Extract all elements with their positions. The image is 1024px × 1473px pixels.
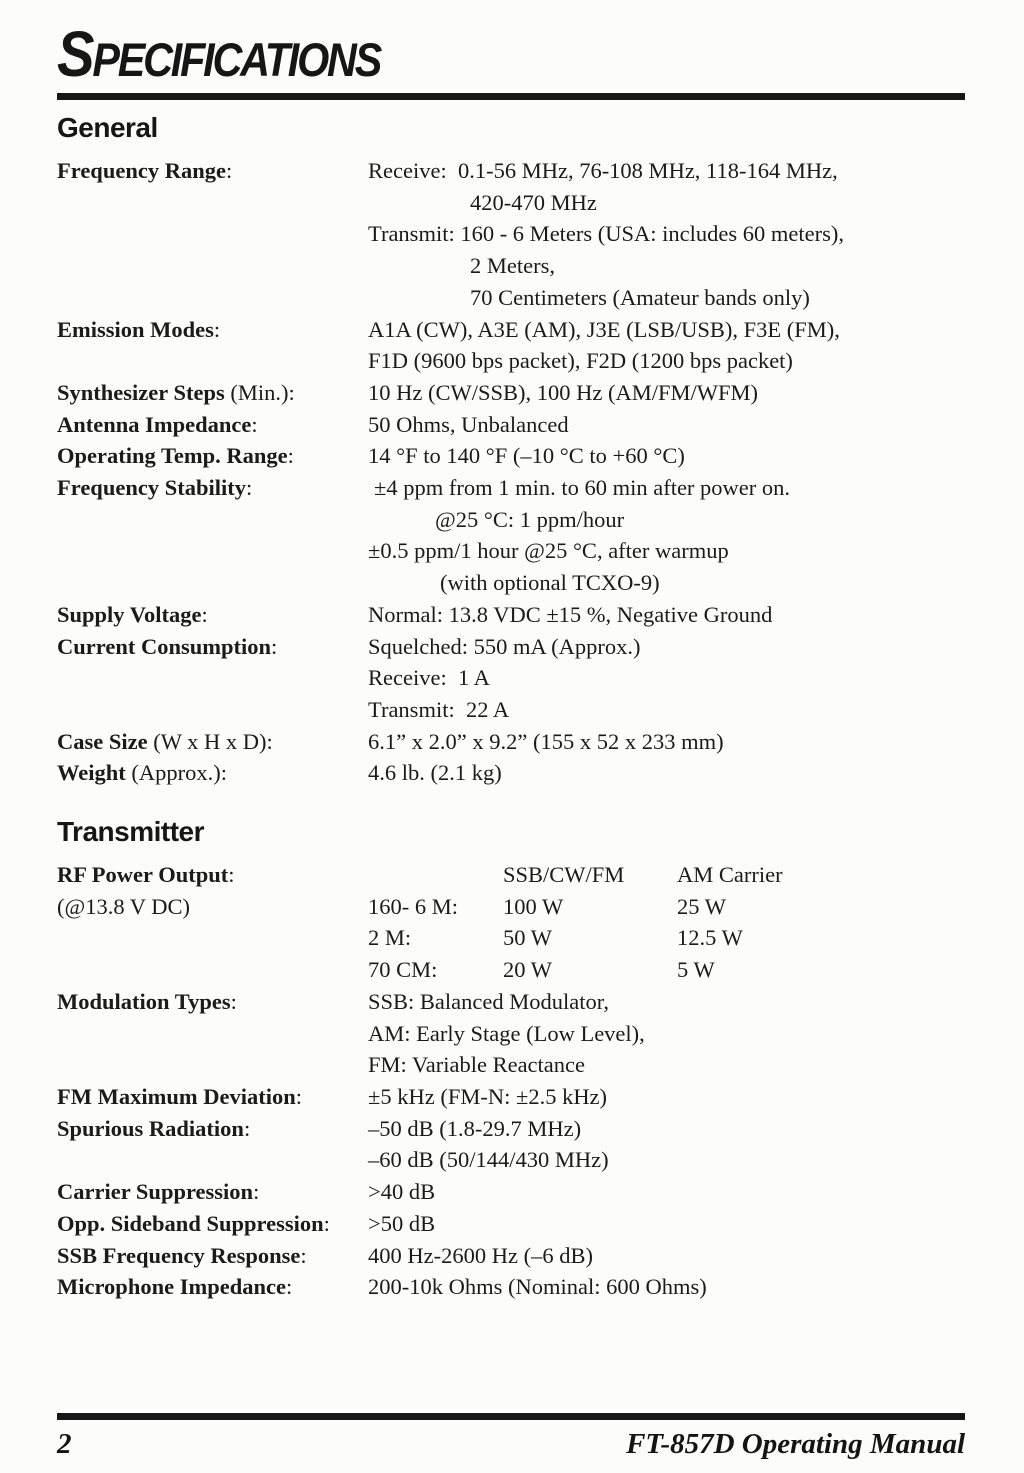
band-cell: 2 M:: [368, 925, 412, 951]
spec-value: –60 dB (50/144/430 MHz): [368, 1147, 609, 1173]
spec-label: [57, 282, 368, 314]
rf-power-row-70cm: [57, 954, 965, 986]
section-heading-general: General: [57, 112, 158, 143]
spec-label: [57, 504, 368, 536]
spec-row-synthesizer-steps: [57, 377, 965, 409]
spec-label: [57, 954, 368, 986]
spec-row: [57, 1018, 965, 1050]
spec-value: 420-470 MHz: [470, 189, 597, 215]
spec-row: [57, 218, 965, 250]
spec-row: [57, 187, 965, 219]
spec-row: [57, 250, 965, 282]
spec-label: RF Power Output:: [57, 862, 235, 888]
band-cell: 70 CM:: [368, 957, 438, 983]
spec-label: Case Size (W x H x D):: [57, 728, 273, 754]
spec-label: [57, 662, 368, 694]
spec-value: Receive: 1 A: [368, 665, 490, 691]
spec-label: Operating Temp. Range:: [57, 443, 294, 469]
spec-value: Transmit: 160 - 6 Meters (USA: includes 60 meters),: [368, 221, 844, 247]
spec-label: Synthesizer Steps (Min.):: [57, 379, 295, 405]
spec-label: Antenna Impedance:: [57, 411, 258, 437]
spec-label: Supply Voltage:: [57, 601, 208, 627]
spec-label: Current Consumption:: [57, 633, 278, 659]
spec-value: SSB: Balanced Modulator,: [368, 988, 609, 1014]
section-heading-transmitter: Transmitter: [57, 816, 204, 848]
spec-label: Opp. Sideband Suppression:: [57, 1210, 330, 1236]
spec-row-opp-sideband-suppression: [57, 1208, 965, 1240]
spec-value: ±4 ppm from 1 min. to 60 min after power on.: [374, 475, 791, 501]
spec-label: [57, 1144, 368, 1176]
spec-label: SSB Frequency Response:: [57, 1242, 307, 1268]
spec-label: Emission Modes:: [57, 316, 221, 342]
spec-label: [57, 535, 368, 567]
spec-label: [57, 922, 368, 954]
manual-page: [57, 18, 965, 1303]
power-cell: 12.5 W: [677, 925, 743, 951]
spec-value: >40 dB: [368, 1179, 436, 1205]
spec-value: Squelched: 550 mA (Approx.): [368, 633, 641, 659]
spec-value: 4.6 lb. (2.1 kg): [368, 760, 502, 786]
title-divider: [57, 93, 965, 100]
spec-value: FM: Variable Reactance: [368, 1052, 586, 1078]
spec-label: [57, 1049, 368, 1081]
spec-row-case-size: [57, 726, 965, 758]
spec-value: 10 Hz (CW/SSB), 100 Hz (AM/FM/WFM): [368, 379, 759, 405]
spec-row: [57, 567, 965, 599]
power-cell: 20 W: [503, 957, 552, 983]
spec-row: [57, 662, 965, 694]
spec-row-emission-modes: [57, 314, 965, 346]
spec-value: ±5 kHz (FM-N: ±2.5 kHz): [368, 1083, 608, 1109]
column-header-am-carrier: AM Carrier: [677, 862, 783, 888]
spec-value: >50 dB: [368, 1210, 436, 1236]
spec-row-frequency-range: [57, 155, 965, 187]
spec-row-fm-max-deviation: [57, 1081, 965, 1113]
power-cell: 100 W: [503, 893, 564, 919]
spec-label: FM Maximum Deviation:: [57, 1083, 302, 1109]
power-cell: 25 W: [677, 893, 726, 919]
spec-row-spurious-radiation: [57, 1113, 965, 1145]
spec-label: Weight (Approx.):: [57, 760, 227, 786]
spec-label: [57, 1018, 368, 1050]
spec-label: [57, 187, 368, 219]
spec-value: A1A (CW), A3E (AM), J3E (LSB/USB), F3E (FM),: [368, 316, 840, 342]
spec-value: –50 dB (1.8-29.7 MHz): [368, 1115, 582, 1141]
spec-label: Modulation Types:: [57, 988, 237, 1014]
spec-row-supply-voltage: [57, 599, 965, 631]
spec-label: [57, 218, 368, 250]
spec-row: [57, 282, 965, 314]
page-number: 2: [57, 1428, 72, 1460]
spec-label: Frequency Range:: [57, 158, 233, 183]
spec-value: 14 °F to 140 °F (–10 °C to +60 °C): [368, 443, 685, 469]
spec-label: Microphone Impedance:: [57, 1274, 293, 1300]
spec-row-current-consumption: [57, 631, 965, 663]
spec-value: F1D (9600 bps packet), F2D (1200 bps packet): [368, 348, 793, 374]
spec-value: 50 Ohms, Unbalanced: [368, 411, 569, 437]
spec-value: ±0.5 ppm/1 hour @25 °C, after warmup: [368, 538, 729, 564]
spec-row-microphone-impedance: [57, 1271, 965, 1303]
spec-value: AM: Early Stage (Low Level),: [368, 1020, 645, 1046]
spec-row: [57, 694, 965, 726]
band-cell: [368, 859, 503, 891]
spec-row-modulation-types: [57, 986, 965, 1018]
spec-label: [57, 250, 368, 282]
spec-value: Transmit: 22 A: [368, 696, 510, 722]
spec-label: [57, 567, 368, 599]
spec-value: 6.1” x 2.0” x 9.2” (155 x 52 x 233 mm): [368, 728, 724, 754]
spec-row-ssb-frequency-response: [57, 1240, 965, 1272]
spec-row-antenna-impedance: [57, 409, 965, 441]
spec-row: [57, 504, 965, 536]
spec-label: Spurious Radiation:: [57, 1115, 251, 1141]
spec-value: 400 Hz-2600 Hz (–6 dB): [368, 1242, 593, 1268]
column-header-ssb-cw-fm: SSB/CW/FM: [503, 862, 625, 888]
spec-value: Normal: 13.8 VDC ±15 %, Negative Ground: [368, 601, 773, 627]
spec-value: 2 Meters,: [470, 253, 555, 279]
footer-divider: [57, 1413, 965, 1420]
spec-label: [57, 694, 368, 726]
spec-label: [57, 345, 368, 377]
band-cell: 160- 6 M:: [368, 893, 458, 919]
transmitter-spec-list: [57, 859, 965, 1303]
spec-value: Receive: 0.1-56 MHz, 76-108 MHz, 118-164 MHz,: [368, 158, 838, 183]
spec-value: (with optional TCXO-9): [440, 570, 660, 596]
spec-value: @25 °C: 1 ppm/hour: [435, 506, 625, 532]
power-cell: 5 W: [677, 957, 715, 983]
rf-power-header-row: [57, 859, 965, 891]
spec-row-frequency-stability: [57, 472, 965, 504]
power-cell: 50 W: [503, 925, 552, 951]
spec-row: [57, 345, 965, 377]
general-spec-list: [57, 155, 965, 789]
page-footer: [57, 1413, 965, 1461]
spec-row-operating-temp: [57, 440, 965, 472]
spec-label: (@13.8 V DC): [57, 893, 191, 919]
manual-title: FT-857D Operating Manual: [626, 1428, 965, 1460]
rf-power-row-160-6m: [57, 891, 965, 923]
spec-row: [57, 1144, 965, 1176]
spec-row: [57, 1049, 965, 1081]
spec-row-weight: [57, 757, 965, 789]
spec-label: Carrier Suppression:: [57, 1179, 260, 1205]
spec-label: Frequency Stability:: [57, 475, 253, 501]
spec-value: 70 Centimeters (Amateur bands only): [470, 284, 810, 310]
spec-row: [57, 535, 965, 567]
spec-value: 200-10k Ohms (Nominal: 600 Ohms): [368, 1274, 707, 1300]
rf-power-row-2m: [57, 922, 965, 954]
spec-row-carrier-suppression: [57, 1176, 965, 1208]
page-title: SPECIFICATIONS: [57, 18, 381, 90]
